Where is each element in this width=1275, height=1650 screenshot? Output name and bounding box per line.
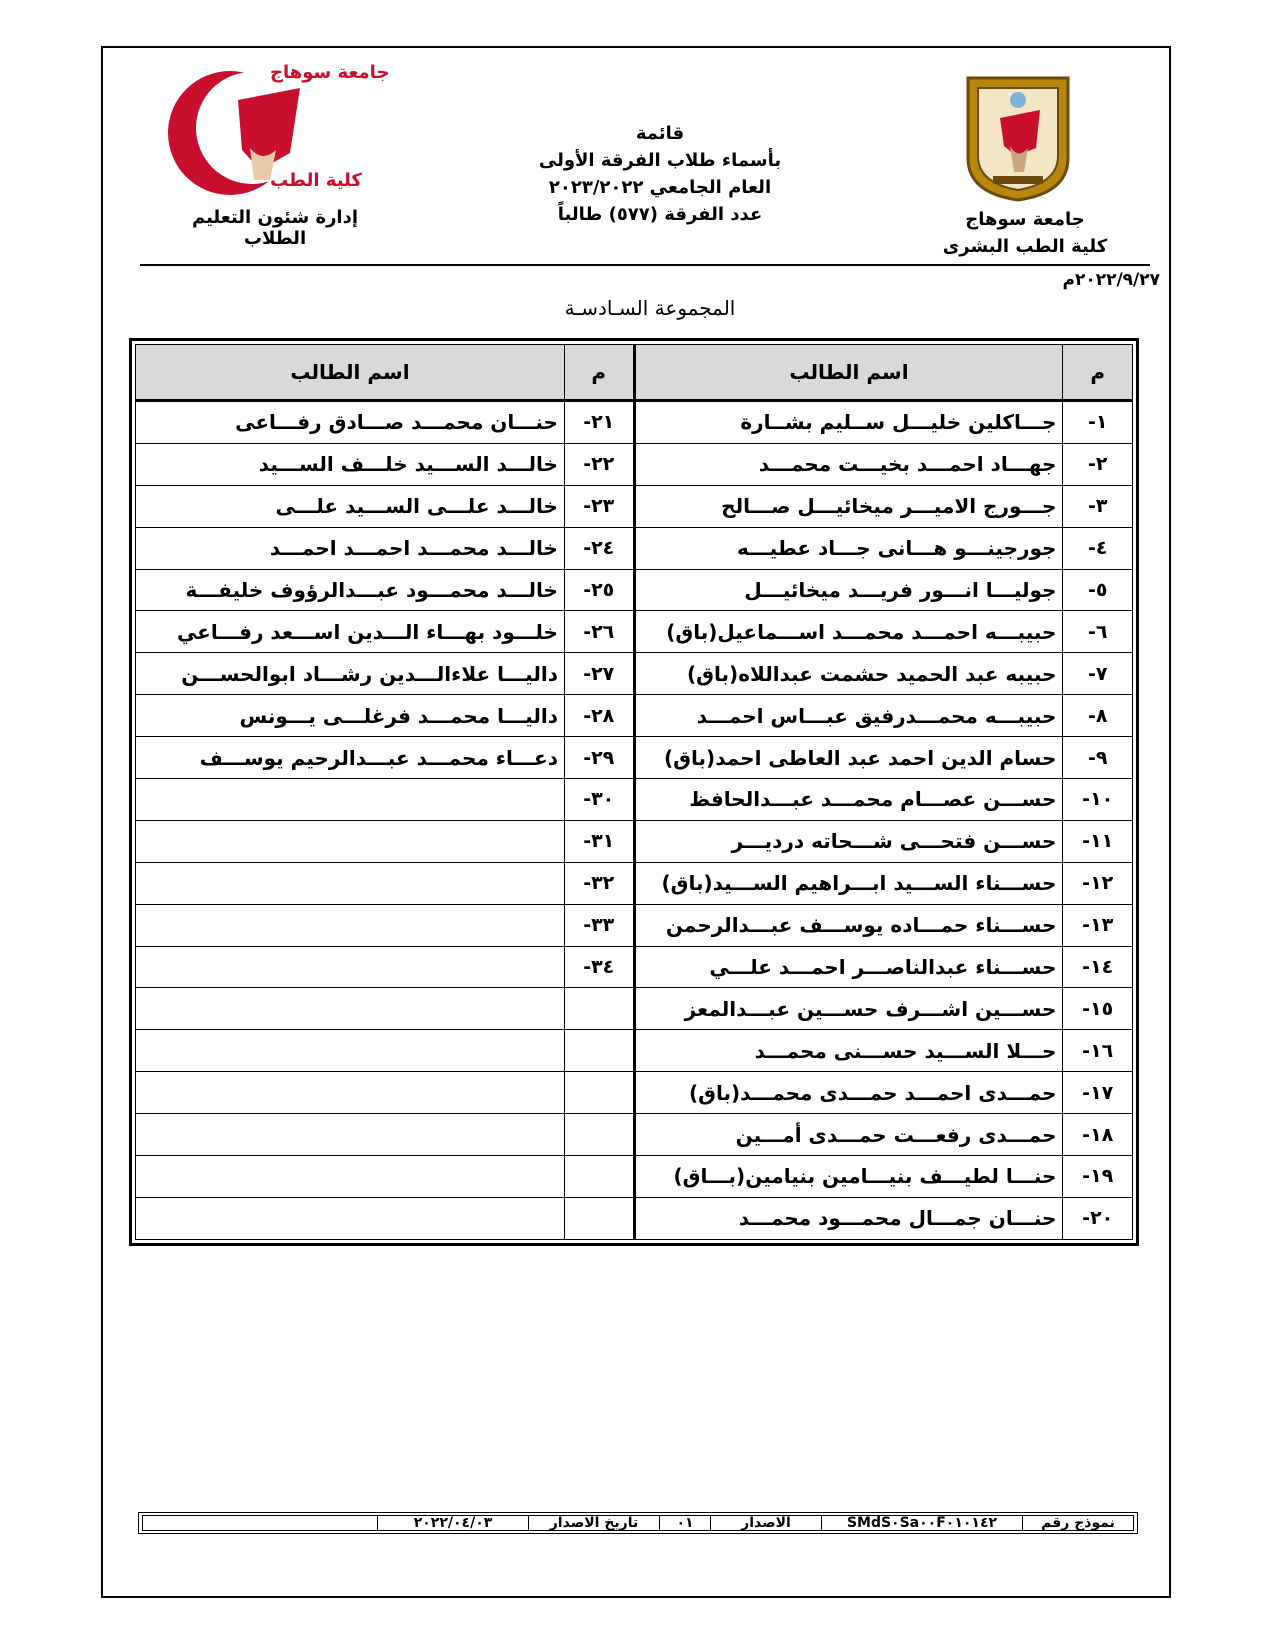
row-number (564, 1030, 634, 1072)
row-number: ٨- (1063, 695, 1133, 737)
row-number (564, 1197, 634, 1239)
version-value: ٠١ (659, 1516, 710, 1530)
row-number: ١- (1063, 401, 1133, 444)
student-name: خالـــد محمـــد احمـــد احمـــد (136, 527, 565, 569)
student-name: جوليـــا انـــور فريـــد ميخائيـــل (634, 569, 1063, 611)
form-number-label: نموذج رقم (1022, 1516, 1133, 1530)
row-number: ٥- (1063, 569, 1133, 611)
student-name (136, 946, 565, 988)
table-row (136, 1030, 1133, 1072)
table-row (136, 1156, 1133, 1198)
student-name: حبيبـــه احمـــد محمـــد اســـماعيل(باق) (634, 611, 1063, 653)
title-line: العام الجامعي ٢٠٢٣/٢٠٢٢ (548, 177, 772, 198)
title-line: عدد الفرقة (٥٧٧) طالباً (557, 204, 763, 225)
row-number: ٤- (1063, 527, 1133, 569)
table-row (136, 737, 1133, 779)
table-row (136, 1114, 1133, 1156)
student-name: خلـــود بهـــاء الـــدين اســـعد رفـــاعي (136, 611, 565, 653)
table-row (136, 527, 1133, 569)
faculty-logo (150, 58, 390, 198)
header-divider (140, 264, 1150, 266)
row-number: ٣٠- (564, 779, 634, 821)
row-number: ٢٦- (564, 611, 634, 653)
footer-spacer (143, 1516, 377, 1530)
version-label: الاصدار (710, 1516, 821, 1530)
row-number: ٢- (1063, 443, 1133, 485)
row-number: ١٣- (1063, 904, 1133, 946)
table-row (136, 485, 1133, 527)
column-header-number: م (564, 345, 634, 401)
column-header-number: م (1063, 345, 1133, 401)
table-row (136, 695, 1133, 737)
row-number: ١١- (1063, 820, 1133, 862)
row-number: ١٥- (1063, 988, 1133, 1030)
student-name: حنـــان محمـــد صـــادق رفـــاعى (136, 401, 565, 444)
row-number: ٧- (1063, 653, 1133, 695)
row-number: ٣٢- (564, 862, 634, 904)
table-row (136, 1197, 1133, 1239)
row-number: ٢٠- (1063, 1197, 1133, 1239)
column-header-name: اسم الطالب (634, 345, 1063, 401)
student-name: دعـــاء محمـــد عبـــدالرحيم يوســـف (136, 737, 565, 779)
group-title: المجموعة السـادسـة (564, 296, 736, 320)
row-number: ٢١- (564, 401, 634, 444)
table-row (136, 988, 1133, 1030)
row-number: ٢٨- (564, 695, 634, 737)
department-name: إدارة شئون التعليم الطلاب (191, 207, 359, 249)
document-date: ٢٠٢٢/٩/٢٧م (1062, 270, 1160, 290)
row-number: ١٧- (1063, 1072, 1133, 1114)
row-number: ١٦- (1063, 1030, 1133, 1072)
student-name: حســـناء الســـيد ابـــراهيم الســـيد(باق) (634, 862, 1063, 904)
student-name: حســـناء حمـــاده يوســـف عبـــدالرحمن (634, 904, 1063, 946)
student-name: حســـين اشـــرف حســـين عبـــدالمعز (634, 988, 1063, 1030)
table-row (136, 653, 1133, 695)
student-name: جورجينـــو هـــانى جـــاد عطيـــه (634, 527, 1063, 569)
row-number: ٣٤- (564, 946, 634, 988)
table-row (136, 1072, 1133, 1114)
student-name (136, 1114, 565, 1156)
student-name: حمـــدى احمـــد حمـــدى محمـــد(باق) (634, 1072, 1063, 1114)
form-number-value: SMdS٠Sa٠٠F٠١٠١٤٢ (821, 1516, 1022, 1530)
row-number: ٩- (1063, 737, 1133, 779)
row-number: ٦- (1063, 611, 1133, 653)
row-number: ٣٣- (564, 904, 634, 946)
student-name: حـــلا الســـيد حســـنى محمـــد (634, 1030, 1063, 1072)
issue-date-value: ٢٠٢٢/٠٤/٠٣ (377, 1516, 528, 1530)
row-number: ٢٧- (564, 653, 634, 695)
table-row (136, 862, 1133, 904)
title-line: قائمة (635, 123, 685, 144)
row-number: ٣١- (564, 820, 634, 862)
form-footer (138, 1512, 1138, 1534)
row-number: ٢٤- (564, 527, 634, 569)
university-name: جامعة سوهاج (965, 209, 1085, 230)
student-name: حبيبه عبد الحميد حشمت عبداللاه(باق) (634, 653, 1063, 695)
row-number: ١٢- (1063, 862, 1133, 904)
student-name: داليـــا علاءالـــدين رشـــاد ابوالحســـن (136, 653, 565, 695)
student-name (136, 1030, 565, 1072)
student-name (136, 904, 565, 946)
student-name: حنـــا لطيـــف بنيـــامين بنيامين(بـــاق) (634, 1156, 1063, 1198)
student-name: حسام الدين احمد عبد العاطى احمد(باق) (634, 737, 1063, 779)
student-name: حنـــان جمـــال محمـــود محمـــد (634, 1197, 1063, 1239)
institution-block (930, 206, 1120, 260)
student-name (136, 779, 565, 821)
row-number: ١٨- (1063, 1114, 1133, 1156)
row-number: ٣- (1063, 485, 1133, 527)
row-number: ١٤- (1063, 946, 1133, 988)
row-number (564, 1156, 634, 1198)
title-line: بأسماء طلاب الفرقة الأولى (538, 150, 782, 171)
table-row (136, 569, 1133, 611)
row-number: ١٩- (1063, 1156, 1133, 1198)
student-name: جهـــاد احمـــد بخيـــت محمـــد (634, 443, 1063, 485)
student-name (136, 1072, 565, 1114)
student-name (136, 862, 565, 904)
row-number: ٢٣- (564, 485, 634, 527)
row-number: ٢٥- (564, 569, 634, 611)
column-header-name: اسم الطالب (136, 345, 565, 401)
student-name: جـــاكلين خليـــل ســليم بشــارة (634, 401, 1063, 444)
student-name: خالـــد الســـيد خلـــف الســـيد (136, 443, 565, 485)
row-number: ١٠- (1063, 779, 1133, 821)
student-name (136, 988, 565, 1030)
row-number (564, 988, 634, 1030)
table-row (136, 443, 1133, 485)
table-row (136, 401, 1133, 444)
student-name (136, 820, 565, 862)
row-number (564, 1072, 634, 1114)
student-name: حســـن عصـــام محمـــد عبـــدالحافظ (634, 779, 1063, 821)
student-name: جـــورج الاميـــر ميخائيـــل صـــالح (634, 485, 1063, 527)
svg-text:كلية الطب: كلية الطب (270, 170, 362, 191)
svg-text:جامعة سوهاج: جامعة سوهاج (270, 62, 390, 83)
student-name: خالـــد علـــى الســـيد علـــى (136, 485, 565, 527)
student-name: داليـــا محمـــد فرغلـــى يـــونس (136, 695, 565, 737)
student-name: حبيبـــه محمـــدرفيق عبـــاس احمـــد (634, 695, 1063, 737)
student-name: حســـن فتحـــى شـــحاته درديـــر (634, 820, 1063, 862)
faculty-name: كلية الطب البشرى (942, 236, 1108, 257)
row-number: ٢٩- (564, 737, 634, 779)
student-name: حســـناء عبدالناصـــر احمـــد علـــي (634, 946, 1063, 988)
student-name: خالـــد محمـــود عبـــدالرؤوف خليفـــة (136, 569, 565, 611)
issue-date-label: تاريخ الاصدار (528, 1516, 659, 1530)
list-title-block (480, 120, 840, 228)
university-seal (958, 68, 1078, 202)
table-row (136, 820, 1133, 862)
table-row (136, 779, 1133, 821)
row-number (564, 1114, 634, 1156)
row-number: ٢٢- (564, 443, 634, 485)
student-name (136, 1156, 565, 1198)
student-name (136, 1197, 565, 1239)
student-name: حمـــدى رفعـــت حمـــدى أمـــين (634, 1114, 1063, 1156)
table-header-row (136, 345, 1133, 401)
table-row (136, 946, 1133, 988)
table-row (136, 904, 1133, 946)
students-table (129, 338, 1139, 1246)
table-row (136, 611, 1133, 653)
